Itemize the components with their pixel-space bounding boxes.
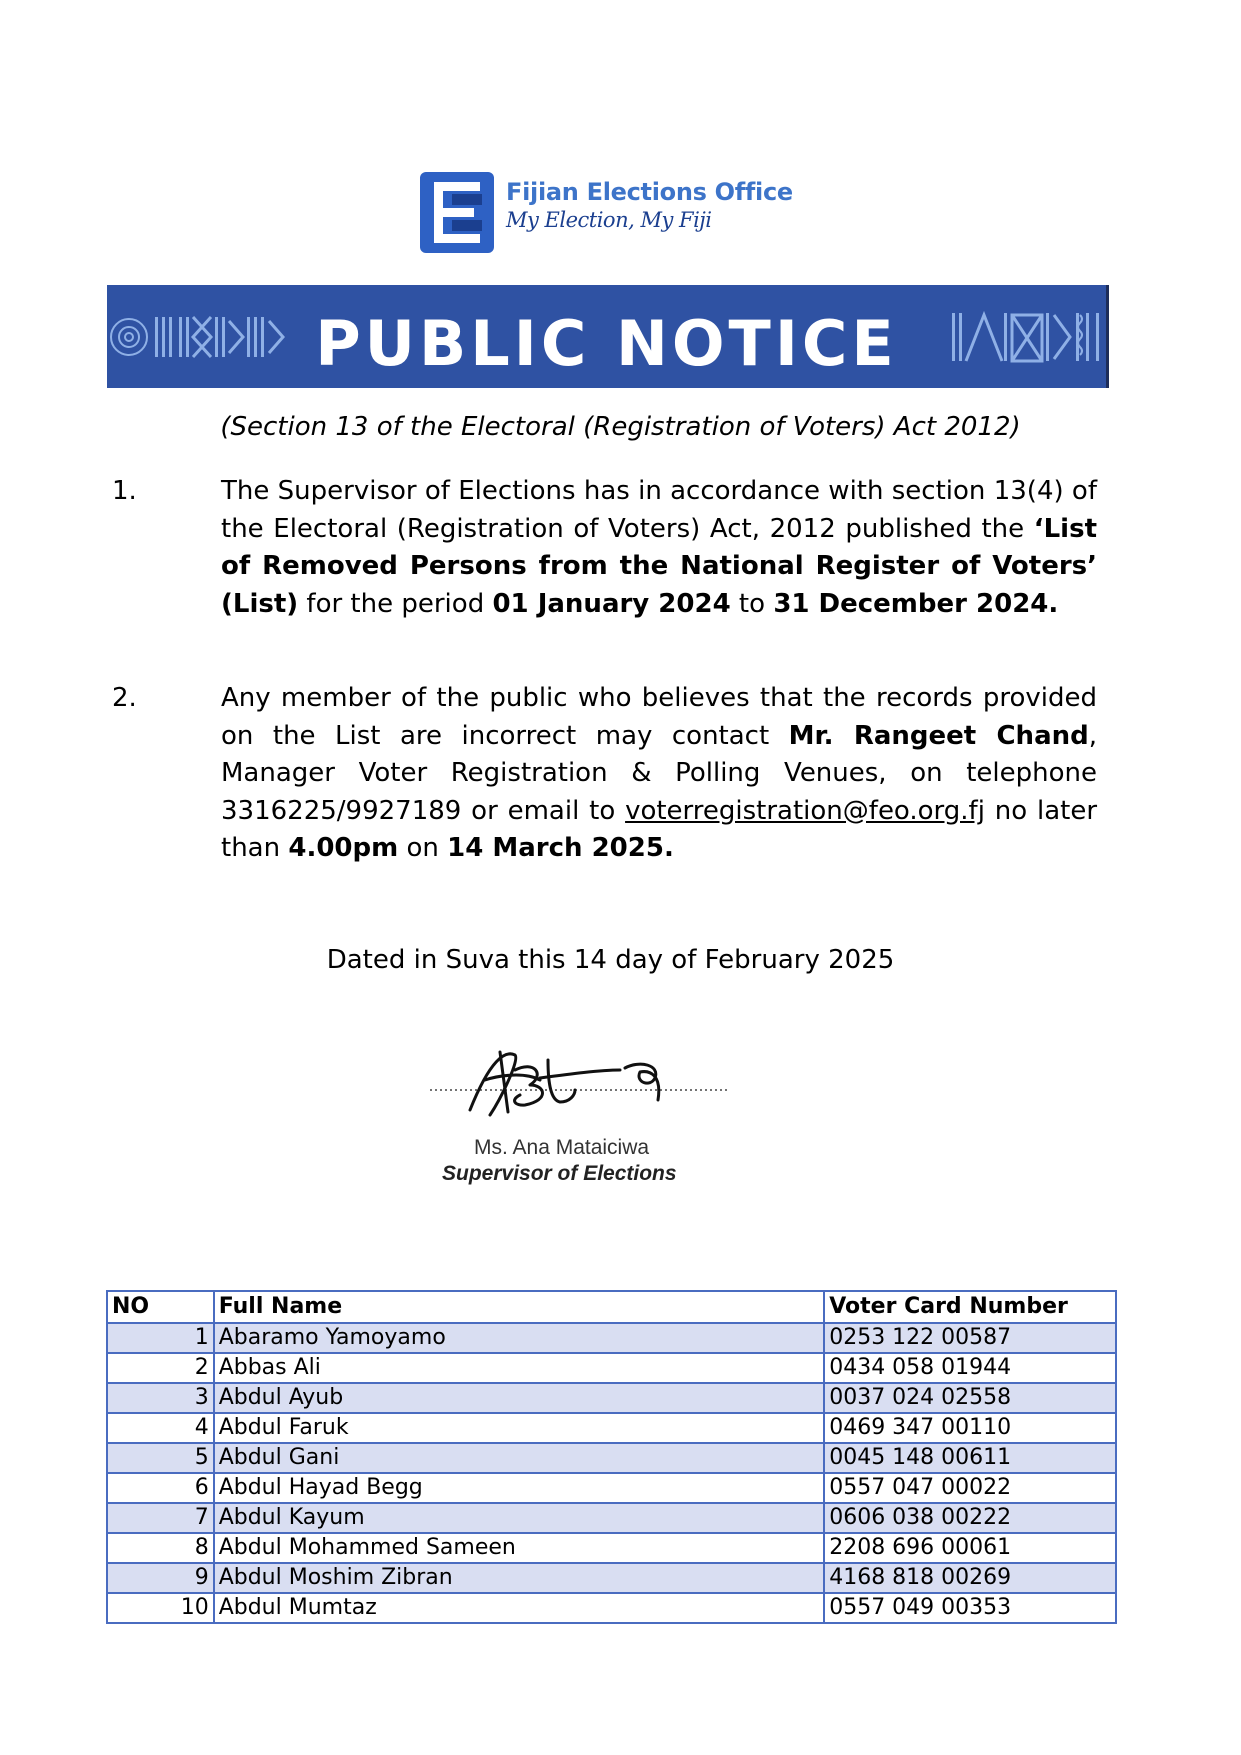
table-row bbox=[107, 1473, 1116, 1503]
full-name: Abdul Moshim Zibran bbox=[214, 1563, 825, 1593]
full-name: Abbas Ali bbox=[214, 1353, 825, 1383]
voter-card-number: 4168 818 00269 bbox=[824, 1563, 1116, 1593]
voter-card-number: 0469 347 00110 bbox=[824, 1413, 1116, 1443]
public-notice-banner bbox=[107, 285, 1109, 388]
row-number: 8 bbox=[107, 1533, 214, 1563]
signatory-name: Ms. Ana Mataiciwa bbox=[474, 1136, 650, 1159]
full-name: Abdul Ayub bbox=[214, 1383, 825, 1413]
paragraph-1-text: for the period bbox=[298, 588, 493, 619]
voter-card-number: 0434 058 01944 bbox=[824, 1353, 1116, 1383]
removed-voters-table bbox=[106, 1290, 1117, 1624]
table-row bbox=[107, 1593, 1116, 1623]
row-number: 5 bbox=[107, 1443, 214, 1473]
paragraph-2 bbox=[221, 680, 1097, 868]
deadline-date: 14 March 2025. bbox=[447, 833, 674, 863]
logo-org-name: Fijian Elections Office bbox=[506, 178, 793, 206]
list-title: ‘List of Removed Persons from the National Register of Voters’ (List) bbox=[221, 513, 1097, 619]
signatory-title: Supervisor of Elections bbox=[442, 1162, 677, 1185]
feo-logo bbox=[420, 172, 800, 254]
paragraph-2-text: Any member of the public who believes that the records provided on the List are incorrect may contact bbox=[221, 683, 1097, 751]
tapa-pattern-right-icon bbox=[946, 285, 1106, 388]
table-row bbox=[107, 1413, 1116, 1443]
feo-logo-mark-icon bbox=[420, 172, 494, 253]
full-name: Abdul Mumtaz bbox=[214, 1593, 825, 1623]
voter-card-number: 0606 038 00222 bbox=[824, 1503, 1116, 1533]
table-row bbox=[107, 1503, 1116, 1533]
full-name: Abdul Mohammed Sameen bbox=[214, 1533, 825, 1563]
row-number: 3 bbox=[107, 1383, 214, 1413]
full-name: Abdul Faruk bbox=[214, 1413, 825, 1443]
paragraph-2-text: on bbox=[398, 833, 448, 863]
voter-card-number: 2208 696 00061 bbox=[824, 1533, 1116, 1563]
period-start-date: 01 January 2024 bbox=[492, 588, 731, 619]
logo-tagline: My Election, My Fiji bbox=[506, 208, 712, 232]
act-section-reference: (Section 13 of the Electoral (Registration of Voters) Act 2012) bbox=[220, 412, 1021, 442]
paragraph-2-text: no later than bbox=[221, 795, 1098, 863]
dated-line: Dated in Suva this 14 day of February 2025 bbox=[326, 945, 895, 975]
row-number: 1 bbox=[107, 1323, 214, 1353]
table-row bbox=[107, 1353, 1116, 1383]
row-number: 2 bbox=[107, 1353, 214, 1383]
full-name: Abaramo Yamoyamo bbox=[214, 1323, 825, 1353]
full-name: Abdul Hayad Begg bbox=[214, 1473, 825, 1503]
full-name: Abdul Kayum bbox=[214, 1503, 825, 1533]
table-row bbox=[107, 1383, 1116, 1413]
table-row bbox=[107, 1533, 1116, 1563]
paragraph-1-number: 1. bbox=[112, 476, 137, 506]
table-row bbox=[107, 1563, 1116, 1593]
contact-name: Mr. Rangeet Chand bbox=[788, 720, 1089, 751]
paragraph-2-text: , Manager Voter Registration & Polling Venues, on telephone 3316225/9927189 or email to bbox=[221, 720, 1097, 826]
row-number: 7 bbox=[107, 1503, 214, 1533]
period-end-date: 31 December 2024. bbox=[773, 588, 1059, 619]
voter-card-number: 0557 049 00353 bbox=[824, 1593, 1116, 1623]
voter-card-number: 0045 148 00611 bbox=[824, 1443, 1116, 1473]
row-number: 4 bbox=[107, 1413, 214, 1443]
banner-title: PUBLIC NOTICE bbox=[315, 307, 898, 380]
row-number: 6 bbox=[107, 1473, 214, 1503]
email-link[interactable]: voterregistration@feo.org.fj bbox=[625, 795, 985, 826]
table-row bbox=[107, 1443, 1116, 1473]
header-voter-card-number: Voter Card Number bbox=[824, 1291, 1116, 1323]
full-name: Abdul Gani bbox=[214, 1443, 825, 1473]
paragraph-1 bbox=[221, 473, 1097, 623]
header-full-name: Full Name bbox=[214, 1291, 825, 1323]
paragraph-1-text: The Supervisor of Elections has in accordance with section 13(4) of the Electoral (Registration of Voters) Act, 2012 published the bbox=[221, 476, 1097, 544]
table-header-row bbox=[107, 1291, 1116, 1323]
voter-card-number: 0557 047 00022 bbox=[824, 1473, 1116, 1503]
table-row bbox=[107, 1323, 1116, 1353]
paragraph-2-number: 2. bbox=[112, 683, 137, 713]
deadline-time: 4.00pm bbox=[288, 833, 399, 863]
header-no: NO bbox=[107, 1291, 214, 1323]
voter-card-number: 0037 024 02558 bbox=[824, 1383, 1116, 1413]
paragraph-1-text: to bbox=[730, 588, 774, 619]
row-number: 9 bbox=[107, 1563, 214, 1593]
handwritten-signature bbox=[430, 1040, 750, 1130]
voter-card-number: 0253 122 00587 bbox=[824, 1323, 1116, 1353]
row-number: 10 bbox=[107, 1593, 214, 1623]
